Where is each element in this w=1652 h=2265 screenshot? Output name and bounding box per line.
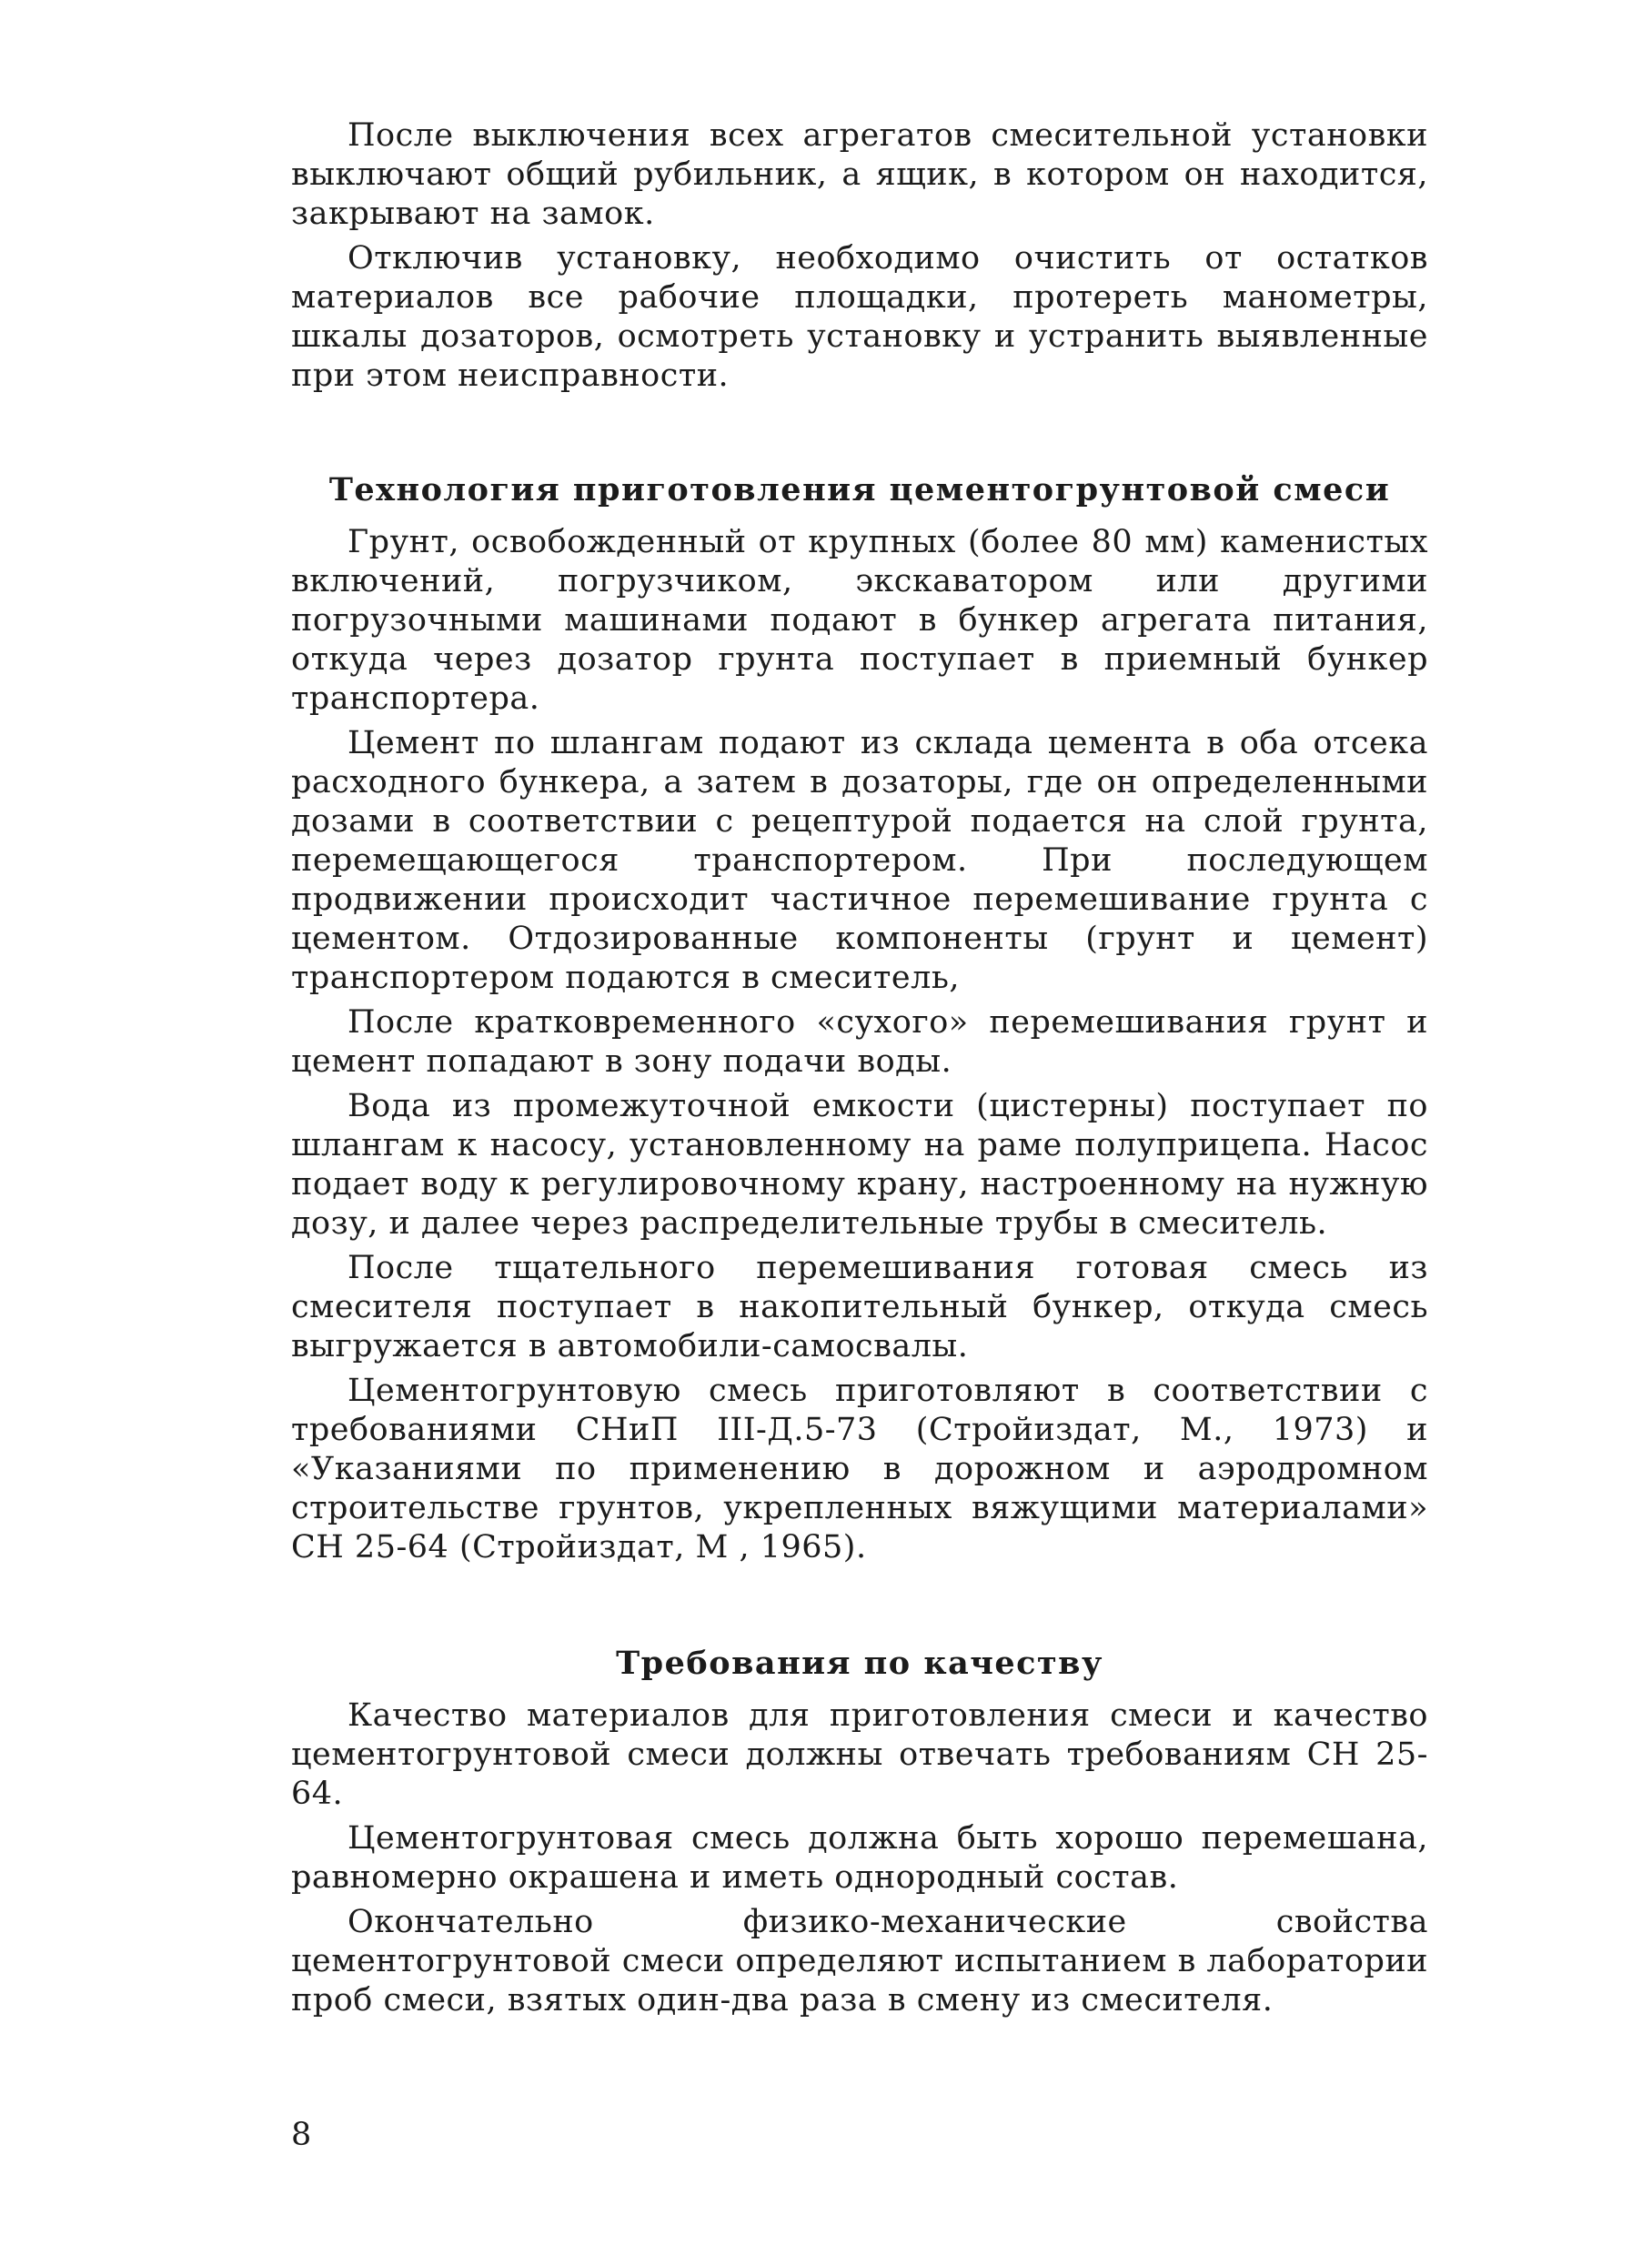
technology-paragraph-2: Цемент по шлангам подают из склада цемента в оба отсека расходного бункера, а затем в дозаторы, где он определенными дозами в соответствии с рецептурой подается на слой грунта, перемещающегося транспортером. При последующем продвижении происходит частичное перемешивание грунта с цементом. Отдозированные компоненты (грунт и цемент) транспортером подаются в смеситель,: [291, 725, 1428, 996]
page-number: 8: [291, 2117, 312, 2153]
quality-paragraph-1: Качество материалов для приготовления смеси и качество цементогрунтовой смеси должны отвечать требованиям СН 25-64.: [291, 1697, 1428, 1812]
quality-heading: Требования по качеству: [616, 1645, 1103, 1682]
technology-paragraph-4: Вода из промежуточной емкости (цистерны) поступает по шлангам к насосу, установленному на раме полуприцепа. Насос подает воду к регулировочному крану, настроенному на нужную дозу, и далее через распределительные трубы в смеситель.: [291, 1088, 1428, 1242]
technology-paragraph-3: После кратковременного «сухого» перемешивания грунт и цемент попадают в зону подачи воды.: [291, 1004, 1428, 1080]
intro-paragraph-2: Отключив установку, необходимо очистить от остатков материалов все рабочие площадки, протереть манометры, шкалы дозаторов, осмотреть установку и устранить выявленные при этом неисправности.: [291, 240, 1428, 394]
technology-paragraph-1: Грунт, освобожденный от крупных (более 80 мм) каменистых включений, погрузчиком, экскаватором или другими погрузочными машинами подают в бункер агрегата питания, откуда через дозатор грунта поступает в приемный бункер транспортера.: [291, 524, 1428, 717]
page-body: [291, 116, 1428, 2020]
technology-heading: Технология приготовления цементогрунтовой смеси: [328, 471, 1391, 508]
quality-paragraph-2: Цементогрунтовая смесь должна быть хорошо перемешана, равномерно окрашена и иметь однородный состав.: [291, 1820, 1428, 1896]
technology-section: [291, 523, 1428, 1567]
intro-paragraph-1: После выключения всех агрегатов смесительной установки выключают общий рубильник, а ящик, в котором он находится, закрывают на замок.: [291, 117, 1428, 232]
intro-section: [291, 116, 1428, 396]
technology-paragraph-6: Цементогрунтовую смесь приготовляют в соответствии с требованиями СНиП III-Д.5-73 (Стройиздат, М., 1973) и «Указаниями по применению в дорожном и аэродромном строительстве грунтов, укрепленных вяжущими материалами» СН 25-64 (Стройиздат, М , 1965).: [291, 1373, 1428, 1565]
quality-section: [291, 1696, 1428, 2020]
technology-paragraph-5: После тщательного перемешивания готовая смесь из смесителя поступает в накопительный бункер, откуда смесь выгружается в автомобили-самосвалы.: [291, 1250, 1428, 1364]
quality-paragraph-3: Окончательно физико-механические свойства цементогрунтовой смеси определяют испытанием в лаборатории проб смеси, взятых один-два раза в смену из смесителя.: [291, 1904, 1428, 2018]
